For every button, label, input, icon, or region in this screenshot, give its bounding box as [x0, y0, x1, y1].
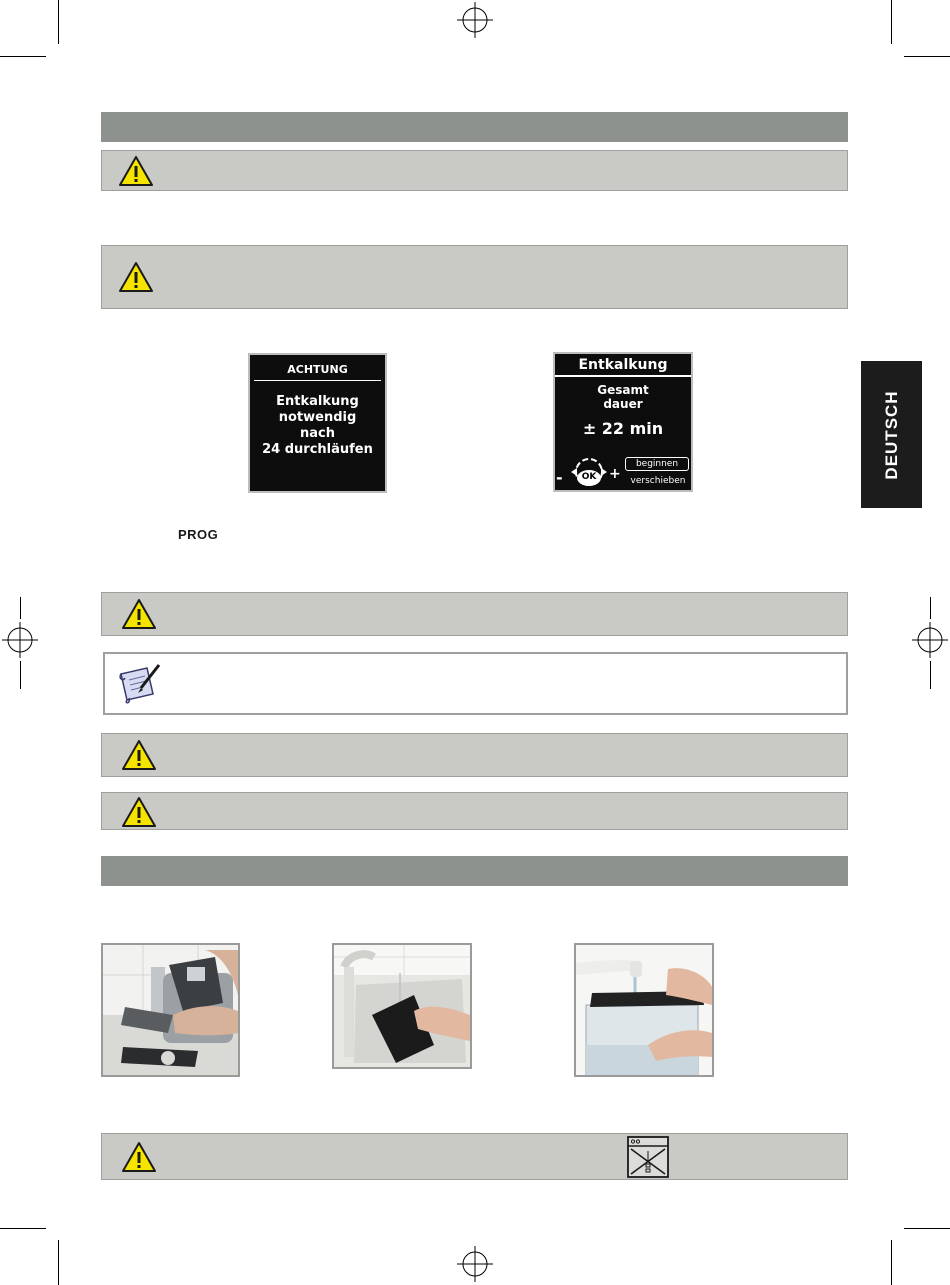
plus-label: + [609, 466, 621, 482]
registration-mark-icon [457, 2, 493, 38]
crop-mark [891, 1240, 892, 1285]
registration-mark-icon [457, 1246, 493, 1282]
crop-mark [0, 1228, 46, 1229]
screen-line: Entkalkung [276, 394, 359, 409]
screen-line: nach [300, 426, 335, 441]
crop-mark [904, 56, 950, 57]
screen-title: ACHTUNG [287, 363, 348, 376]
warning-triangle-icon [118, 261, 154, 293]
screen-divider [555, 375, 691, 377]
postpone-label: verschieben [630, 476, 686, 486]
screen-line: 24 durchläufen [262, 442, 373, 457]
screen-divider [254, 380, 381, 381]
warning-triangle-icon [121, 598, 157, 630]
crop-mark [20, 597, 21, 619]
ok-label: OK [581, 472, 597, 482]
note-box [103, 652, 848, 715]
photo-filter-rinse [332, 943, 472, 1069]
crop-mark [891, 0, 892, 44]
display-screen-descaling [553, 352, 693, 492]
warning-triangle-icon [118, 155, 154, 187]
screen-line: dauer [603, 397, 643, 411]
photo-filter-rinse-image [334, 945, 470, 1067]
warning-triangle-icon [121, 739, 157, 771]
photo-filter-removal-image [103, 945, 238, 1075]
warning-box [101, 150, 848, 191]
no-dishwasher-icon [626, 1135, 670, 1179]
crop-mark [20, 661, 21, 689]
registration-mark-icon [2, 622, 38, 658]
section-header-bar [101, 856, 848, 886]
photo-tank-filling-image [576, 945, 712, 1075]
minus-label: - [556, 468, 563, 487]
crop-mark [58, 0, 59, 44]
warning-triangle-icon [121, 796, 157, 828]
screen-line: notwendig [278, 410, 357, 425]
display-screen-warning [248, 353, 387, 493]
photo-tank-filling [574, 943, 714, 1077]
warning-triangle-icon [121, 1141, 157, 1173]
warning-box [101, 733, 848, 777]
start-button: beginnen [625, 457, 689, 471]
crop-mark [904, 1228, 950, 1229]
crop-mark [930, 661, 931, 689]
photo-filter-removal [101, 943, 240, 1077]
crop-mark [0, 56, 46, 57]
warning-box [101, 792, 848, 830]
warning-box [101, 1133, 848, 1180]
note-pen-icon [117, 662, 163, 706]
language-tab [861, 361, 922, 508]
language-tab-label: DEUTSCH [881, 389, 901, 480]
screen-line: Gesamt [597, 383, 649, 397]
duration-value: ± 22 min [582, 419, 664, 438]
section-header-bar [101, 112, 848, 142]
screen-title: Entkalkung [578, 357, 668, 373]
warning-box [101, 245, 848, 309]
crop-mark [930, 597, 931, 619]
warning-box [101, 592, 848, 636]
prog-button-label: PROG [178, 527, 219, 542]
crop-mark [58, 1240, 59, 1285]
registration-mark-icon [912, 622, 948, 658]
